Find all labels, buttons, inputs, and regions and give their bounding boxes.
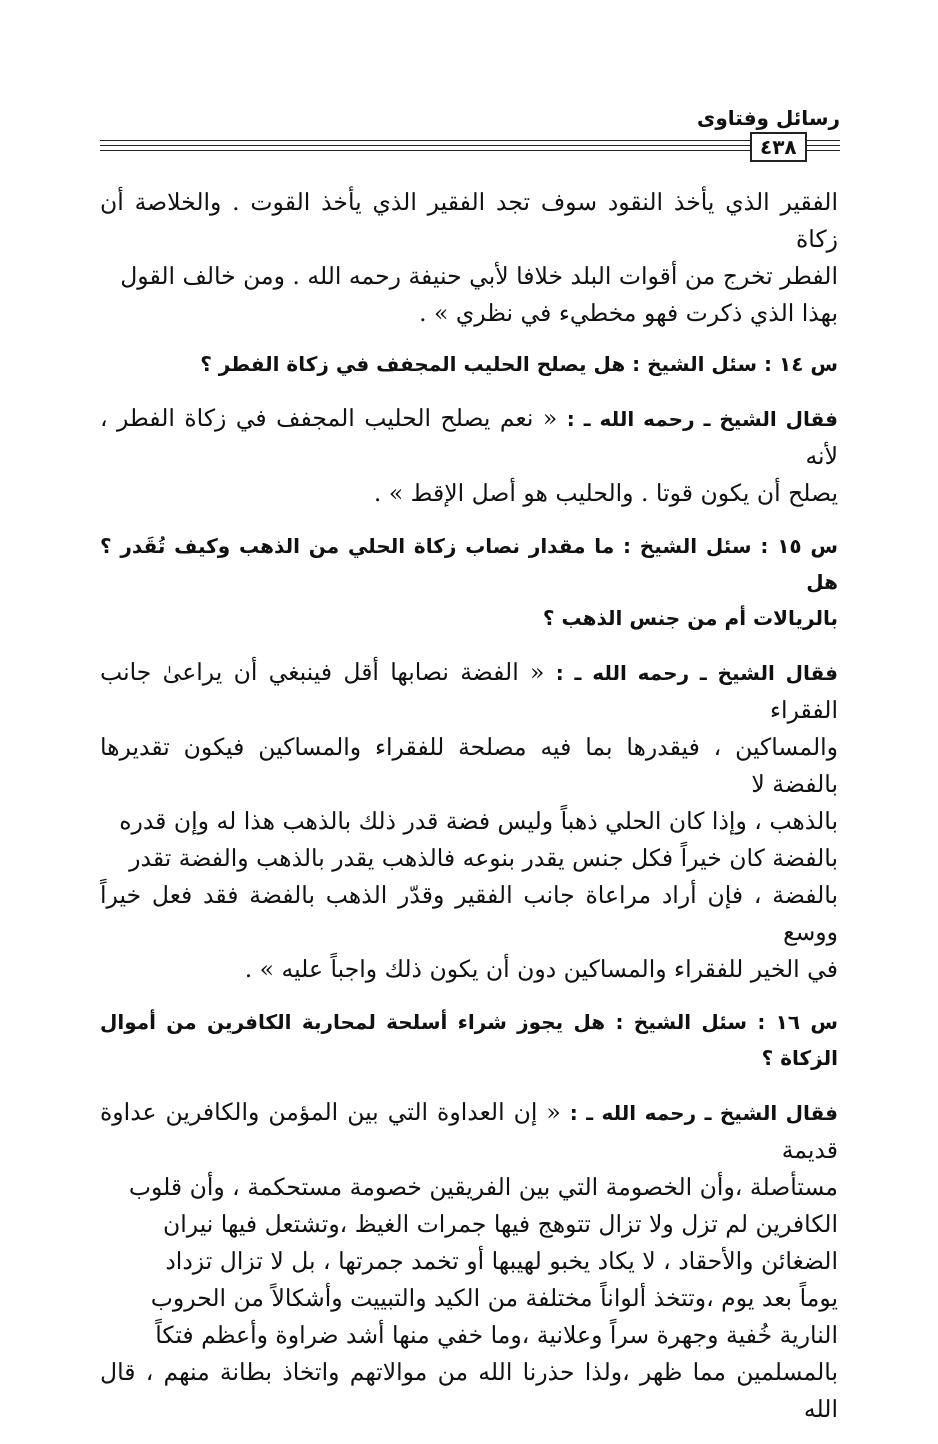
header-rule-bottom: [100, 150, 840, 151]
question-14: س ١٤ : سئل الشيخ : هل يصلح الحليب المجفف في زكاة الفطر ؟: [200, 352, 838, 376]
header-rule-top: [100, 140, 840, 141]
answer-text: « إن العداوة التي بين المؤمن والكافرين عداوة قديمة مستأصلة ،وأن الخصومة التي بين الفريقين خصومة مستحكمة ، وأن قلوب الكافرين لم تزل ولا تزال تتوهج فيها جمرات الغيظ ،وتشتعل فيها نيران الضغائن والأحقاد ، لا يكاد يخبو لهيبها أو تخمد جمرتها ، بل لا تزال تزداد يوماً بعد يوم ،وتتخذ ألواناً مختلفة من الكيد والتبييت وأشكالاً من الحروب النارية خُفية وجهرة سراً وعلانية ،وما خفي منها أشد ضراوة وأعظم فتكاً بالمسلمين مما ظهر ،ولذا حذرنا الله من موالاتهم واتخاذ بطانة منهم ، قال الله: [100, 1098, 838, 1423]
question-16: س ١٦ : سئل الشيخ : هل يجوز شراء أسلحة لمحاربة الكافرين من أموال الزكاة ؟: [100, 1010, 838, 1070]
page-number: ٤٣٨: [750, 132, 807, 162]
answer-15: [100, 654, 838, 988]
answer-text: « الفضة نصابها أقل فينبغي أن يراعىٰ جانب الفقراء والمساكين ، فيقدرها بما فيه مصلحة للفقراء والمساكين فيكون تقديرها بالفضة لا بالذهب ، وإذا كان الحلي ذهباً وليس فضة قدر ذلك بالذهب هذا له وإن قدره بالفضة كان خيراً فكل جنس يقدر بنوعه فالذهب يقدر بالذهب والفضة تقدر بالفضة ، فإن أراد مراعاة جانب الفقير وقدّر الذهب بالفضة فقد فعل خيراً ووسع في الخير للفقراء والمساكين دون أن يكون ذلك واجباً عليه » .: [100, 658, 838, 983]
answer-16: [100, 1094, 838, 1428]
answer-lead: فقال الشيخ ـ رحمه الله ـ :: [566, 407, 838, 431]
answer-lead: فقال الشيخ ـ رحمه الله ـ :: [555, 661, 839, 685]
question-15: س ١٥ : سئل الشيخ : ما مقدار نصاب زكاة الحلي من الذهب وكيف تُقَدر ؟ هل بالريالات أم من جنس الذهب ؟: [100, 534, 839, 630]
running-title: رسائل وفتاوى: [697, 106, 840, 130]
answer-lead: فقال الشيخ ـ رحمه الله ـ :: [569, 1101, 839, 1125]
page-header: [100, 104, 840, 164]
answer-14: [100, 400, 838, 512]
answer-continuation: الفقير الذي يأخذ النقود سوف تجد الفقير الذي يأخذ القوت . والخلاصة أن زكاة الفطر تخرج من أقوات البلد خلافا لأبي حنيفة رحمه الله . ومن خالف القول بهذا الذي ذكرت فهو مخطيء في نظري » .: [100, 188, 838, 327]
answer-text: « نعم يصلح الحليب المجفف في زكاة الفطر ، لأنه يصلح أن يكون قوتا . والحليب هو أصل الإقط » .: [100, 404, 838, 507]
page-body: [100, 184, 838, 1444]
header-rule-middle: [100, 145, 840, 146]
